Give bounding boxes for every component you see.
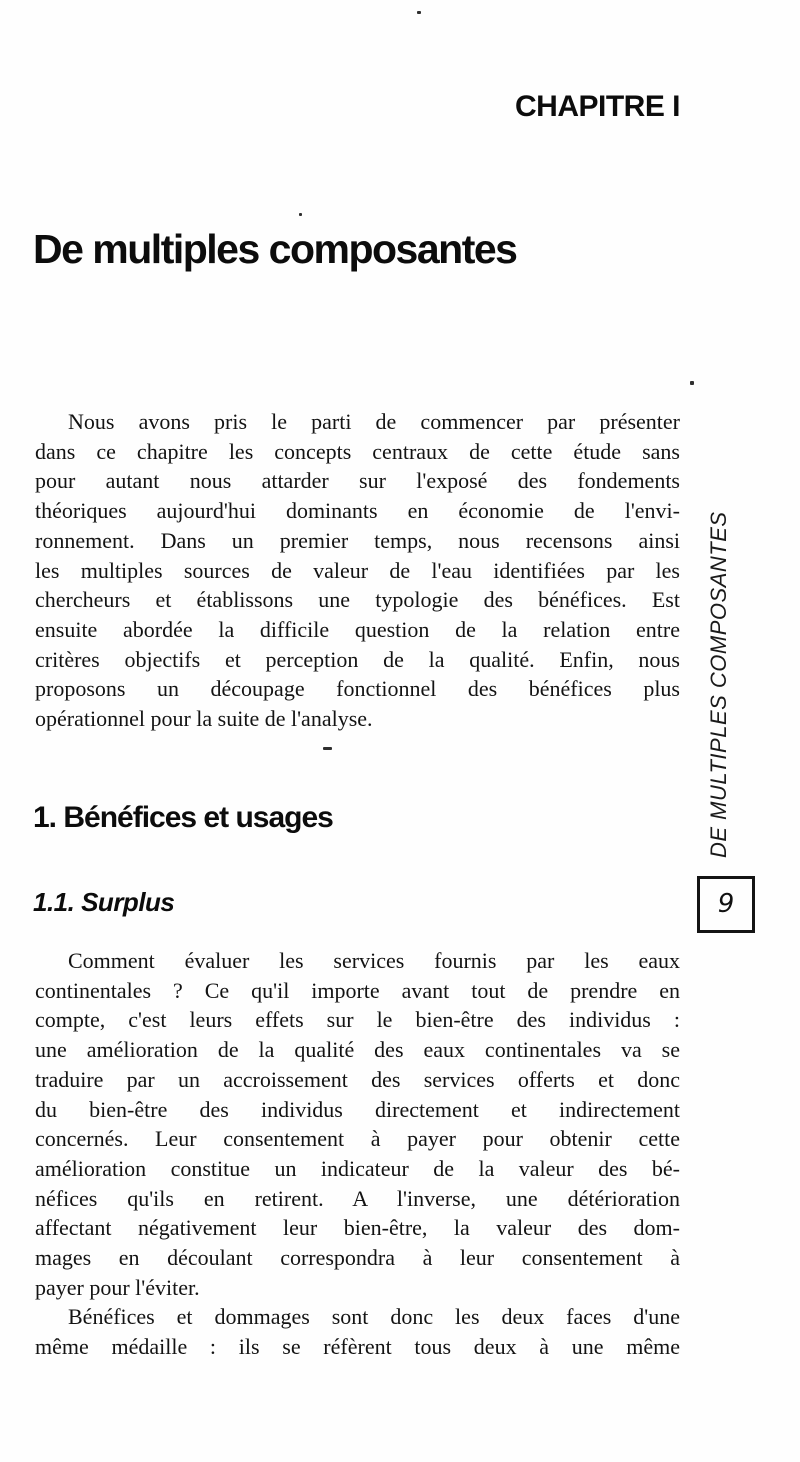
text-line: théoriques aujourd'hui dominants en économie de l'envi- — [35, 498, 680, 524]
text-line: traduire par un accroissement des services offerts et donc — [35, 1066, 680, 1092]
text-line: amélioration constitue un indicateur de la valeur des bé- — [35, 1155, 680, 1181]
text-line: les multiples sources de valeur de l'eau identifiées par les — [35, 557, 680, 583]
text-line: affectant négativement leur bien-être, la valeur des dom- — [35, 1215, 680, 1241]
text-line: ronnement. Dans un premier temps, nous recensons ainsi — [35, 527, 680, 553]
page-number-box — [697, 876, 755, 933]
text-line: opérationnel pour la suite de l'analyse. — [35, 706, 373, 732]
page-number: 9 — [717, 888, 735, 919]
text-line: dans ce chapitre les concepts centraux de cette étude sans — [35, 438, 680, 464]
scan-speck — [690, 381, 694, 385]
text-line: néfices qu'ils en retirent. A l'inverse, une détérioration — [35, 1185, 680, 1211]
text-line: une amélioration de la qualité des eaux continentales va se — [35, 1037, 680, 1063]
page-title: De multiples composantes — [33, 226, 517, 272]
section-heading: 1. Bénéfices et usages — [33, 801, 333, 834]
text-line: mages en découlant correspondra à leur consentement à — [35, 1245, 680, 1271]
scan-speck — [299, 213, 302, 216]
text-line: Bénéfices et dommages sont donc les deux faces d'une — [68, 1304, 680, 1330]
paragraph-surplus-1 — [35, 946, 680, 1302]
running-title-vertical: DE MULTIPLES COMPOSANTES — [706, 511, 731, 858]
text-line: payer pour l'éviter. — [35, 1274, 200, 1300]
text-line: Nous avons pris le parti de commencer par présenter — [68, 409, 680, 434]
text-line: ensuite abordée la difficile question de la relation entre — [35, 616, 680, 642]
paragraph-intro — [35, 407, 680, 734]
text-line: du bien-être des individus directement et indirectement — [35, 1096, 680, 1122]
subsection-heading: 1.1. Surplus — [33, 887, 175, 917]
scan-speck — [323, 747, 332, 750]
text-line: chercheurs et établissons une typologie des bénéfices. Est — [35, 587, 680, 613]
text-line: Comment évaluer les services fournis par les eaux — [68, 948, 680, 973]
text-line: proposons un découpage fonctionnel des bénéfices plus — [35, 676, 680, 702]
text-line: continentales ? Ce qu'il importe avant tout de prendre en — [35, 977, 680, 1003]
chapter-label: CHAPITRE I — [514, 90, 680, 123]
text-line: concernés. Leur consentement à payer pour obtenir cette — [35, 1126, 680, 1152]
body-text-column — [35, 946, 680, 1362]
scan-speck — [417, 11, 421, 14]
text-line: pour autant nous attarder sur l'exposé des fondements — [35, 468, 680, 494]
text-line: même médaille : ils se réfèrent tous deux à une même — [35, 1334, 680, 1360]
paragraph-surplus-2 — [35, 1302, 680, 1361]
text-line: compte, c'est leurs effets sur le bien-être des individus : — [35, 1007, 680, 1033]
text-line: critères objectifs et perception de la qualité. Enfin, nous — [35, 646, 680, 672]
